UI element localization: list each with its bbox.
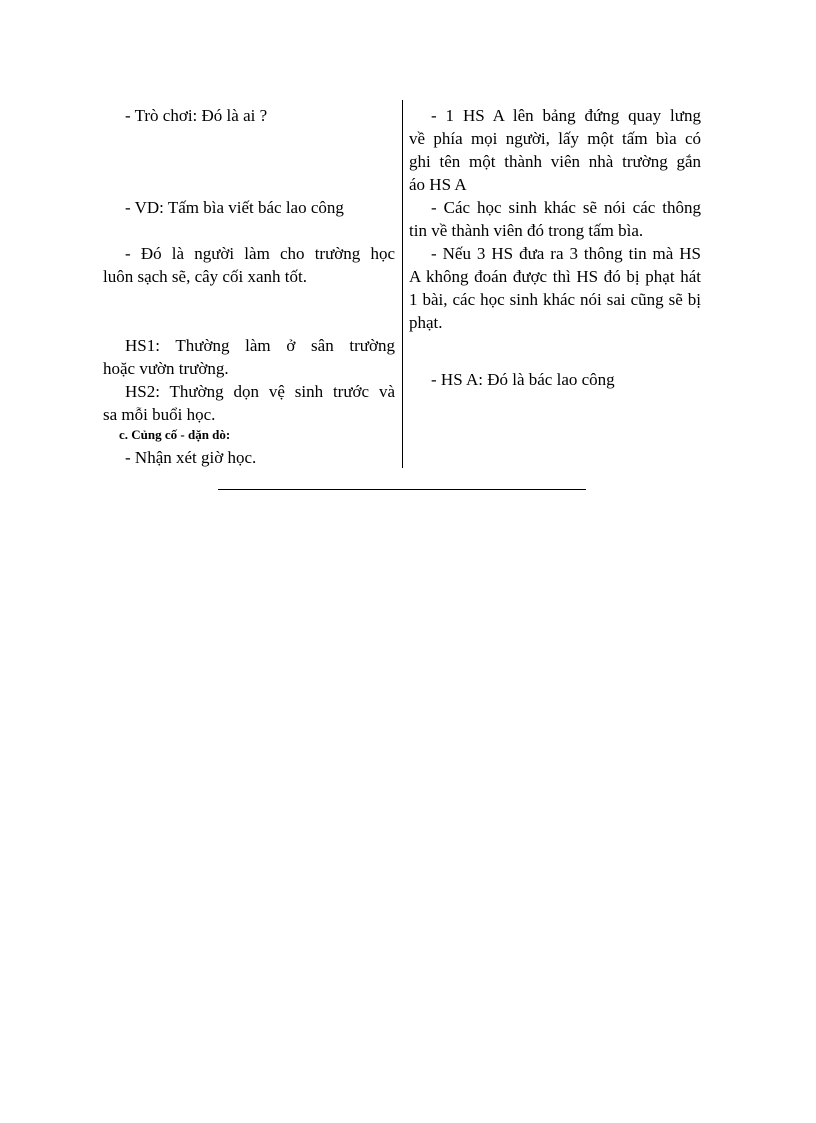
hs2-line: sa mỗi buổi học. <box>103 405 216 424</box>
hs2-line: HS2: Thường dọn vệ sinh trước và <box>125 382 395 401</box>
instruction-line: áo HS A <box>409 175 467 194</box>
instruction-line: phạt. <box>409 313 443 332</box>
example-text: - VD: Tấm bìa viết bác lao công <box>125 198 344 217</box>
horizontal-rule <box>218 489 586 490</box>
review-text: - Nhận xét giờ học. <box>125 448 257 467</box>
instruction-line: tin về thành viên đó trong tấm bìa. <box>409 221 644 240</box>
clue-line: luôn sạch sẽ, cây cối xanh tốt. <box>103 267 307 286</box>
instruction-line: - 1 HS A lên bảng đứng quay lưng <box>431 106 701 125</box>
answer-text: - HS A: Đó là bác lao công <box>431 370 615 389</box>
clue-line: - Đó là người làm cho trường học <box>125 244 395 263</box>
section-heading: c. Củng cố - dặn dò: <box>119 427 231 442</box>
instruction-line: về phía mọi người, lấy một tấm bìa có <box>409 129 701 148</box>
hs1-line: HS1: Thường làm ở sân trường <box>125 336 395 355</box>
instruction-line: 1 bài, các học sinh khác nói sai cũng sẽ bị <box>409 290 701 309</box>
game-title: - Trò chơi: Đó là ai ? <box>125 106 268 125</box>
instruction-line: ghi tên một thành viên nhà trường gắn <box>409 152 701 171</box>
instruction-line: A không đoán được thì HS đó bị phạt hát <box>409 267 701 286</box>
column-divider <box>402 100 403 468</box>
hs1-line: hoặc vườn trường. <box>103 359 229 378</box>
instruction-line: - Các học sinh khác sẽ nói các thông <box>431 198 701 217</box>
instruction-line: - Nếu 3 HS đưa ra 3 thông tin mà HS <box>431 244 701 263</box>
